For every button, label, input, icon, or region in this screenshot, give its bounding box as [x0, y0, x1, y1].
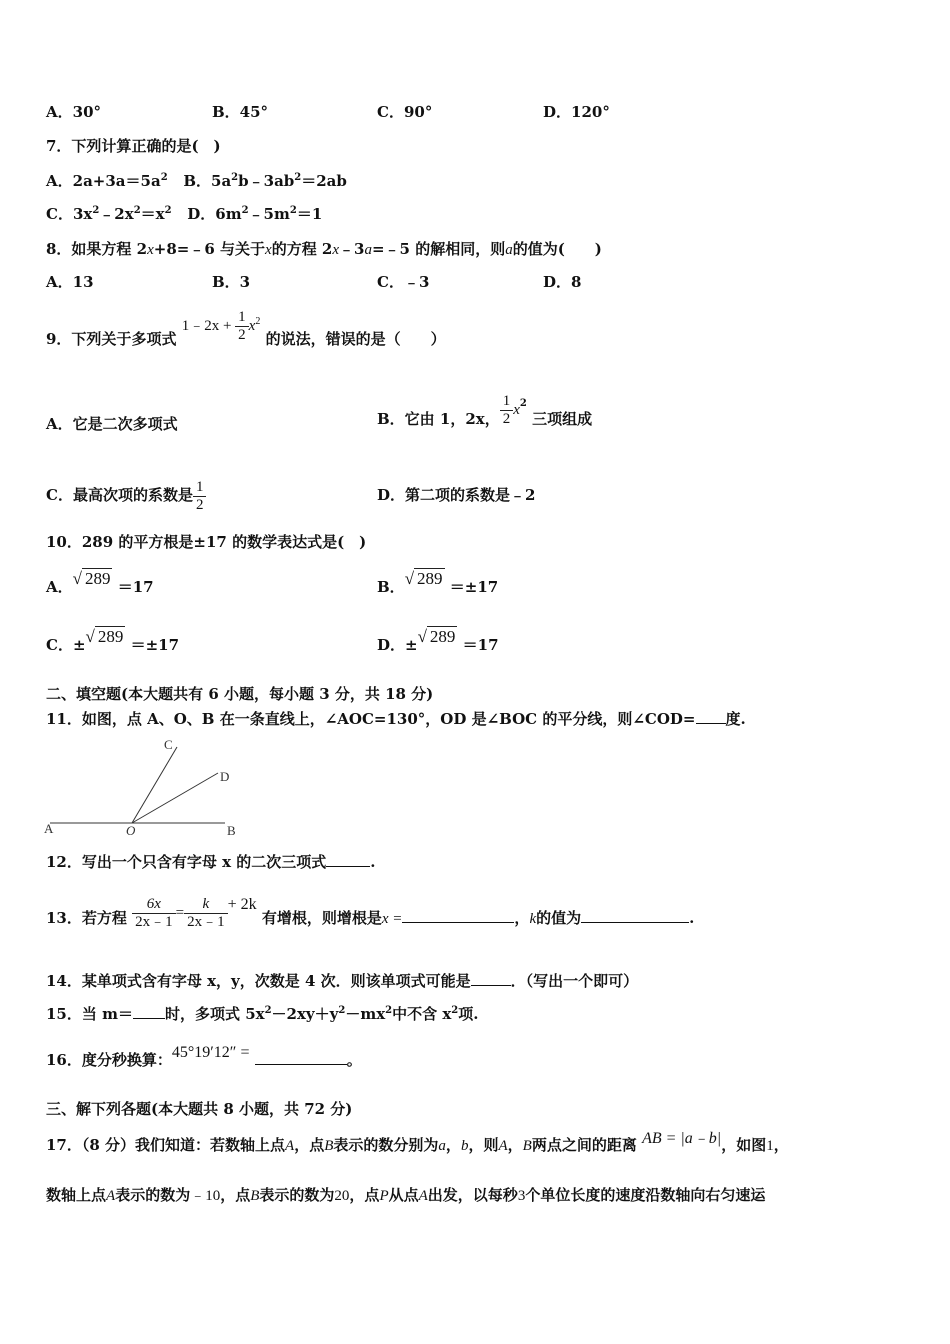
q10-option-d: D．±√ 289 ＝17	[377, 627, 499, 654]
q15-stem: 15．当 m＝ 时，多项式 $5x^2-2xy+y^2-mx^2$中不含 $x^2$项.	[46, 1005, 479, 1023]
q6-option-b: B．45°	[212, 103, 269, 121]
q12-stem: 12．写出一个只含有字母 x 的二次三项式 .	[46, 853, 376, 871]
q17-line-2: 数轴上点A表示的数为﹣10，点B表示的数为20，点P从点A出发，以每秒3个单位长度的速度沿数轴向右匀速运	[46, 1186, 766, 1204]
q9-option-d: D．第二项的系数是﹣2	[377, 486, 536, 504]
q10-stem: 10．289 的平方根是±17 的数学表达式是( )	[46, 533, 367, 551]
q7-options-cd: C．$3x^2﹣2x^2=x^2$ D．$6m^2﹣5m^2=1$	[46, 205, 323, 223]
q10-option-a: A．√ 289 ＝17	[46, 569, 154, 596]
q8-option-d: D．8	[543, 273, 582, 291]
q9-polynomial: 1﹣2x + $\frac{1}{2}$ $x^2$	[181, 309, 261, 344]
label-b: B	[227, 823, 236, 838]
q11-angle-figure	[40, 735, 250, 845]
q6-option-c: C．90°	[377, 103, 433, 121]
label-c: C	[164, 737, 173, 752]
q8-option-b: B．3	[212, 273, 251, 291]
label-a: A	[44, 821, 54, 836]
q13-stem: 13．若方程 $\frac{6x}{2x﹣1}$ = $\frac{k}{2x﹣1}$ + 2k 有增根，则增根是x = ，k的值为 .	[46, 895, 695, 930]
q10-option-c: C．±√ 289 ＝±17	[46, 627, 180, 654]
ray-od	[132, 773, 218, 823]
q9-stem: 9．下列关于多项式 1﹣2x + $\frac{1}{2}$ $x^2$ 的说法，错误的是（ ）	[46, 309, 446, 348]
q9-option-b: B．它由 1，2x， $\frac{1}{2}$ $x^2$ 三项组成	[377, 392, 593, 428]
q8-option-a: A．13	[46, 273, 94, 291]
q11-stem: 11．如图，点 A、O、B 在一条直线上，∠AOC=130°，OD 是∠BOC 的平分线，则∠COD= 度.	[46, 710, 746, 728]
q8-stem: 8．如果方程 2x+8=﹣6 与关于x的方程 2x﹣3a=﹣5 的解相同，则a的值为( )	[46, 240, 602, 258]
section-2-heading: 二、填空题(本大题共有 6 小题，每小题 3 分，共 18 分)	[46, 685, 434, 703]
q9-option-a: A．它是二次多项式	[46, 415, 178, 433]
q7-stem: 7．下列计算正确的是( )	[46, 137, 221, 155]
label-d: D	[220, 769, 230, 784]
q6-option-a: A．30°	[46, 103, 102, 121]
q8-option-c: C．﹣3	[377, 273, 430, 291]
q17-line-1: 17．（8 分）我们知道：若数轴上点A，点B表示的数分别为a，b，则A，B两点之间的距离 AB = |a﹣b|，如图1，	[46, 1130, 789, 1154]
section-3-heading: 三、解下列各题(本大题共 8 小题，共 72 分)	[46, 1100, 353, 1118]
q7-options-ab: A．$2a+3a=5a^2$ B．$5a^2b﹣3ab^2=2ab$	[46, 172, 347, 190]
q16-stem: 16．度分秒换算：45°19′12″ = 。	[46, 1044, 362, 1069]
ray-oc	[132, 747, 177, 823]
q6-option-d: D．120°	[543, 103, 610, 121]
q10-option-b: B．√ 289 ＝±17	[377, 569, 499, 596]
q14-stem: 14．某单项式含有字母 x，y，次数是 4 次．则该单项式可能是 ．（写出一个即可）	[46, 972, 639, 990]
label-o: O	[126, 823, 136, 838]
q9-option-c: C．最高次项的系数是 $\frac{1}{2}$	[46, 466, 206, 524]
